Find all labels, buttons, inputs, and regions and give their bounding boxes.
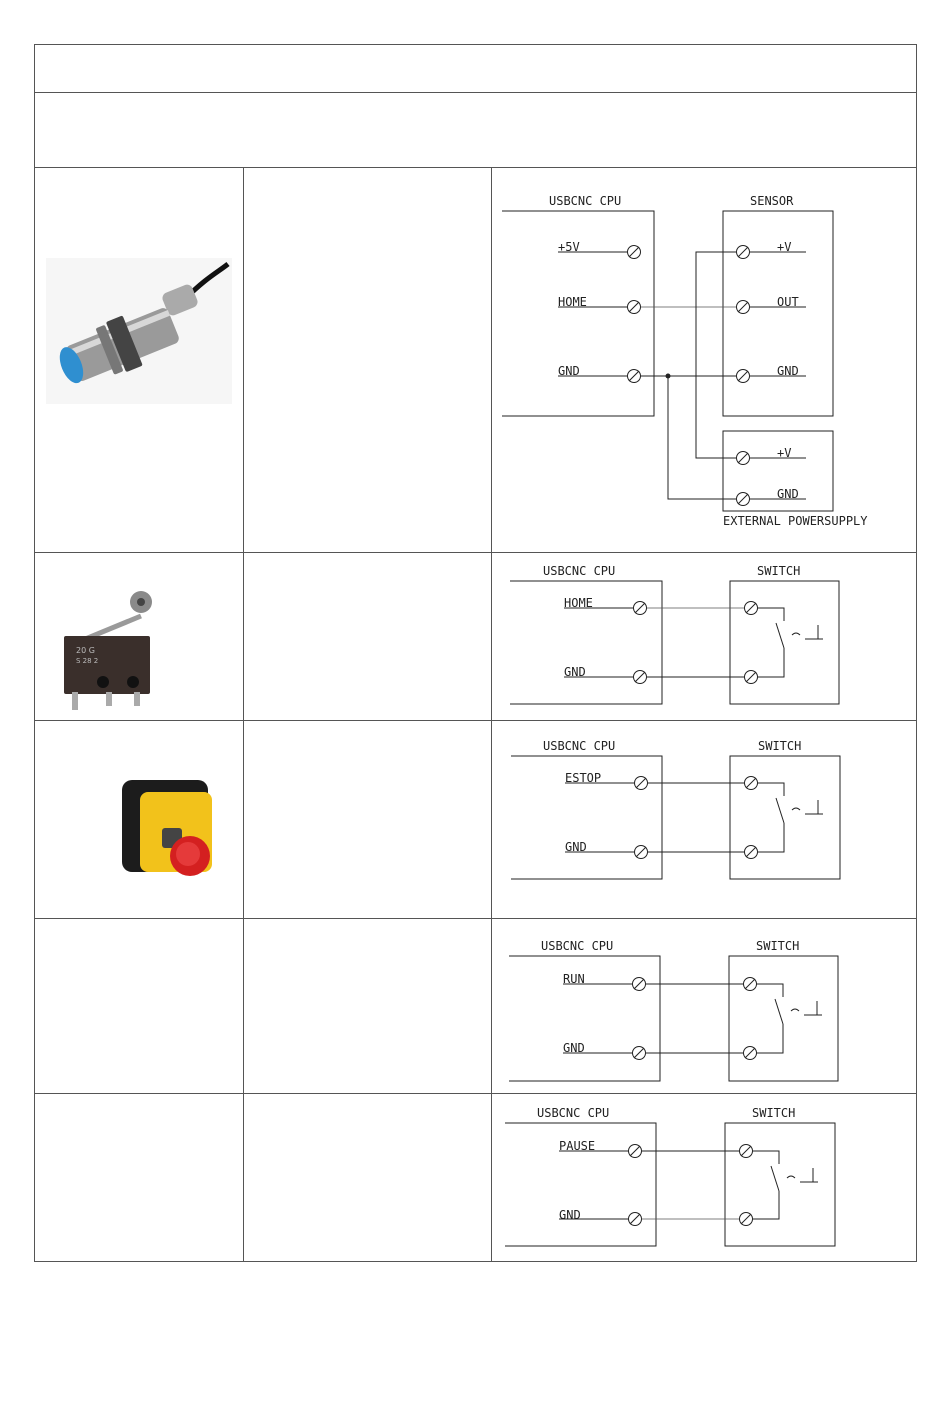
column-divider (243, 167, 244, 1262)
cpu-pin-label: +5V (558, 240, 580, 254)
terminal-screw (744, 1047, 757, 1060)
cpu-label: USBCNC CPU (541, 939, 614, 953)
cpu-pin-label: HOME (564, 596, 593, 610)
supply-label: EXTERNAL POWERSUPPLY (723, 514, 868, 528)
terminal-screw (737, 452, 750, 465)
sensor-pin-label: OUT (777, 295, 799, 309)
pause-switch-wiring-diagram (492, 1094, 916, 1262)
supply-pin-label: +V (777, 446, 792, 460)
cpu-label: USBCNC CPU (543, 739, 616, 753)
cpu-label: USBCNC CPU (549, 194, 622, 208)
terminal-screw (745, 846, 758, 859)
proximity-sensor-photo (46, 258, 232, 404)
terminal-screw (634, 671, 647, 684)
estop-wiring-diagram (492, 721, 916, 917)
terminal-screw (633, 978, 646, 991)
supply-pin-label: GND (777, 487, 799, 501)
terminal-screw (744, 978, 757, 991)
terminal-screw (634, 602, 647, 615)
terminal-screw (737, 246, 750, 259)
terminal-screw (737, 370, 750, 383)
cpu-label: USBCNC CPU (537, 1106, 610, 1120)
home-switch-wiring-diagram (492, 553, 916, 719)
terminal-screw (745, 602, 758, 615)
terminal-screw (635, 846, 648, 859)
cpu-pin-label: GND (563, 1041, 585, 1055)
cpu-pin-label: HOME (558, 295, 587, 309)
switch-label: SWITCH (757, 564, 801, 578)
row-divider (34, 92, 917, 93)
terminal-screw (740, 1213, 753, 1226)
terminal-screw (629, 1213, 642, 1226)
cpu-pin-label: RUN (563, 972, 585, 986)
switch-label: SWITCH (752, 1106, 796, 1120)
terminal-screw (628, 301, 641, 314)
terminal-screw (635, 777, 648, 790)
switch-marking: 20 G (76, 646, 95, 655)
cpu-label: USBCNC CPU (543, 564, 616, 578)
terminal-screw (633, 1047, 646, 1060)
sensor-label: SENSOR (750, 194, 794, 208)
cpu-pin-label: GND (565, 840, 587, 854)
cpu-pin-label: GND (564, 665, 586, 679)
sensor-pin-label: GND (777, 364, 799, 378)
cpu-pin-label: GND (559, 1208, 581, 1222)
terminal-screw (628, 246, 641, 259)
terminal-screw (629, 1145, 642, 1158)
cpu-pin-label: ESTOP (565, 771, 602, 785)
micro-switch-photo (58, 586, 162, 714)
terminal-screw (740, 1145, 753, 1158)
switch-label: SWITCH (756, 939, 800, 953)
terminal-screw (745, 671, 758, 684)
cpu-pin-label: PAUSE (559, 1139, 596, 1153)
run-switch-wiring-diagram (492, 919, 916, 1092)
emergency-stop-photo (118, 774, 216, 880)
terminal-screw (745, 777, 758, 790)
switch-label: SWITCH (758, 739, 802, 753)
sensor-pin-label: +V (777, 240, 792, 254)
cpu-pin-label: GND (558, 364, 580, 378)
sensor-wiring-diagram (492, 168, 916, 552)
terminal-screw (737, 301, 750, 314)
terminal-screw (737, 493, 750, 506)
terminal-screw (628, 370, 641, 383)
switch-marking: S 28 2 (76, 657, 99, 665)
